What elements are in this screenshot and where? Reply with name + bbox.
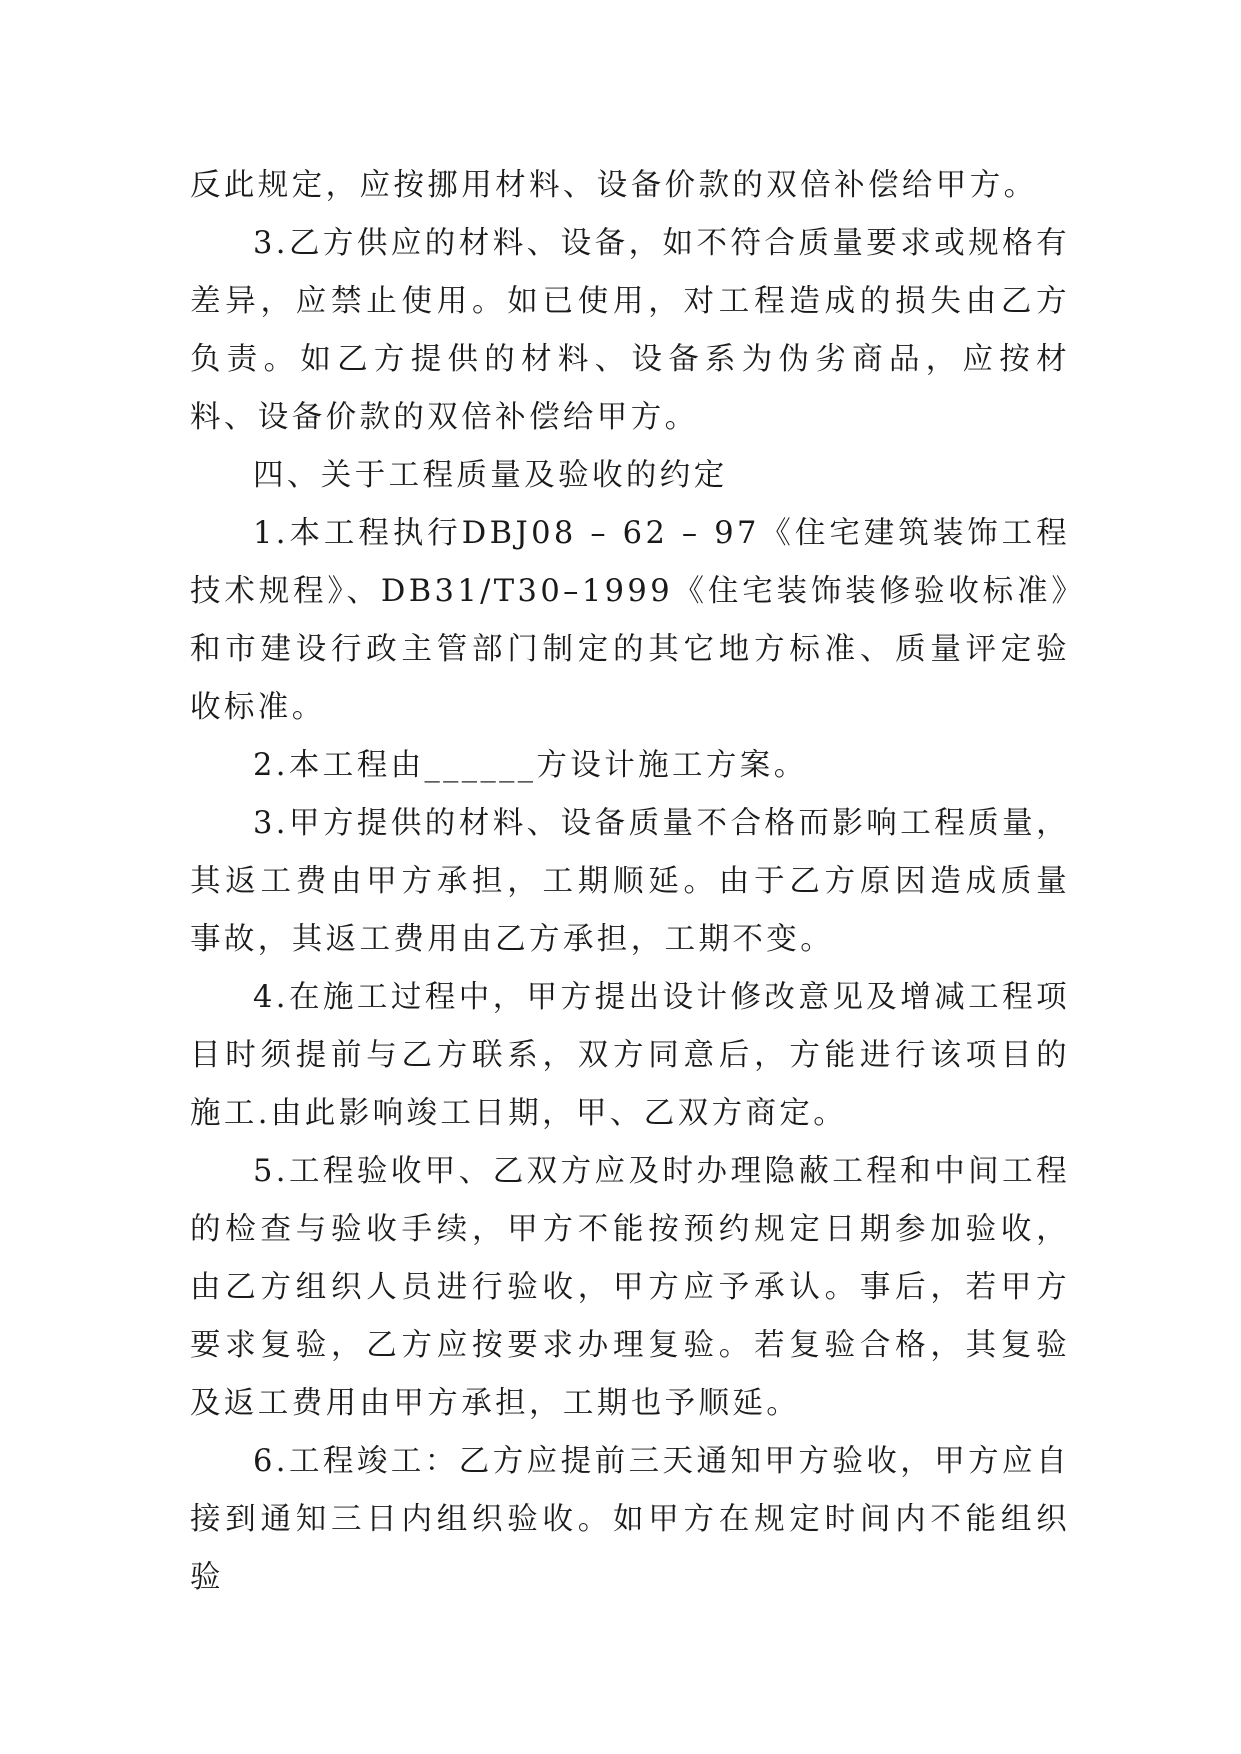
document-body [190,157,1070,1607]
paragraph-clause-2-design: 2.本工程由______方设计施工方案。 [253,748,808,783]
paragraph-clause-3-rework: 3.甲方提供的材料、设备质量不合格而影响工程质量，其返工费由甲方承担，工期顺延。由于乙方原因造成质量事故，其返工费用由乙方承担，工期不变。 [190,806,1070,957]
paragraph-continuation: 反此规定，应按挪用材料、设备价款的双倍补偿给甲方。 [190,168,1038,203]
paragraph-clause-3-materials: 3.乙方供应的材料、设备，如不符合质量要求或规格有差异，应禁止使用。如已使用，对工程造成的损失由乙方负责。如乙方提供的材料、设备系为伪劣商品，应按材料、设备价款的双倍补偿给甲方。 [190,226,1070,435]
paragraph-clause-5-inspection: 5.工程验收甲、乙双方应及时办理隐蔽工程和中间工程的检查与验收手续，甲方不能按预约规定日期参加验收，由乙方组织人员进行验收，甲方应予承认。事后，若甲方要求复验，乙方应按要求办理复验。若复验合格，其复验及返工费用由甲方承担，工期也予顺延。 [190,1154,1070,1421]
paragraph-clause-6-completion: 6.工程竣工：乙方应提前三天通知甲方验收，甲方应自接到通知三日内组织验收。如甲方在规定时间内不能组织验 [190,1444,1070,1595]
paragraph-clause-1-standards: 1.本工程执行DBJ08 – 62 – 97《住宅建筑装饰工程技术规程》、DB31/T30–1999《住宅装饰装修验收标准》和市建设行政主管部门制定的其它地方标准、质量评定验收标准。 [190,516,1070,725]
section-heading-quality-acceptance: 四、关于工程质量及验收的约定 [253,458,728,493]
paragraph-clause-4-changes: 4.在施工过程中，甲方提出设计修改意见及增减工程项目时须提前与乙方联系，双方同意后，方能进行该项目的施工.由此影响竣工日期，甲、乙双方商定。 [190,980,1070,1131]
